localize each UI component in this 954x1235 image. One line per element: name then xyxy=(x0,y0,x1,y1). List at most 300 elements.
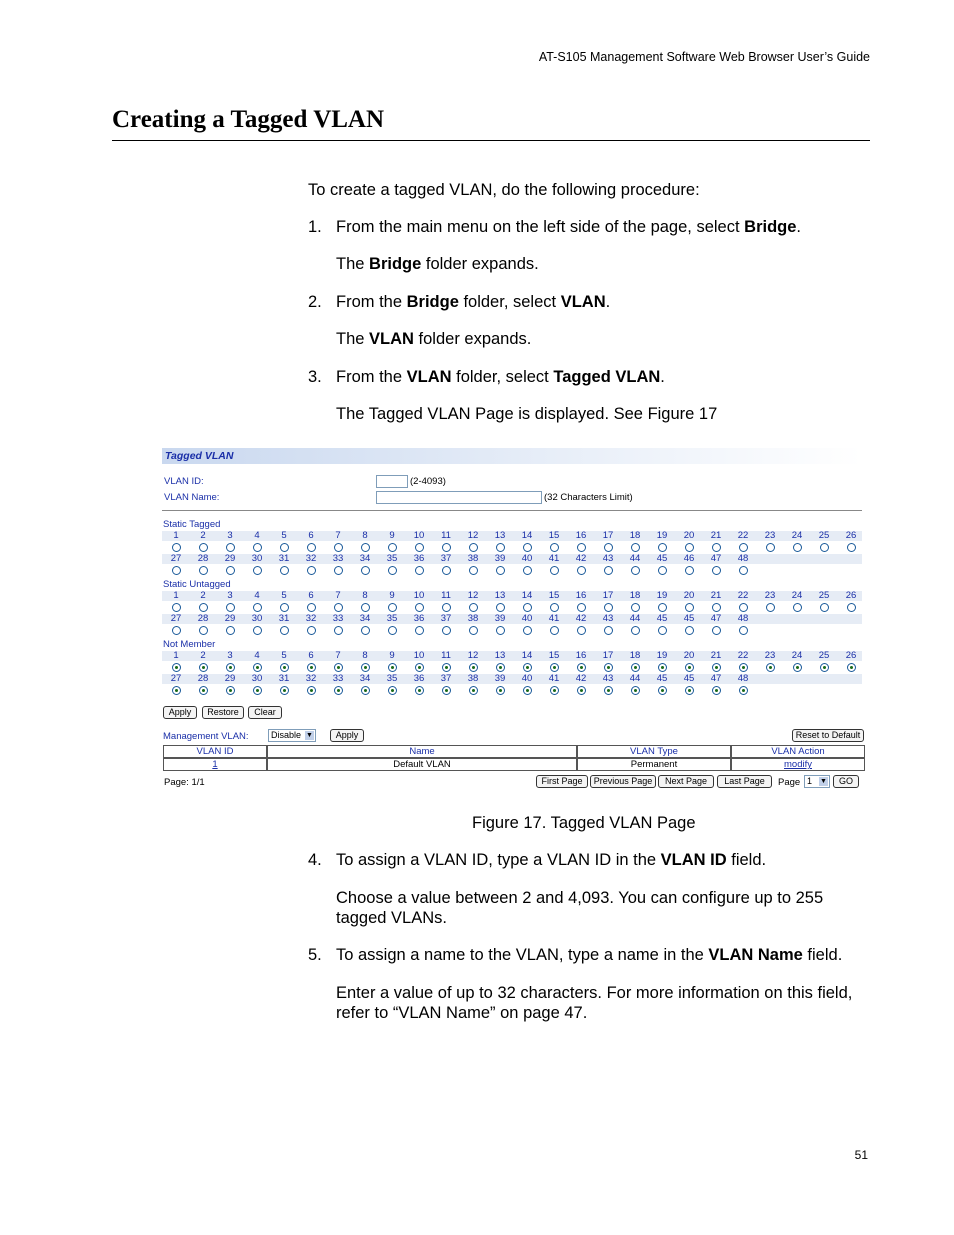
port-number: 29 xyxy=(224,673,236,684)
port-radio-button[interactable] xyxy=(604,663,613,672)
port-radio-button[interactable] xyxy=(469,663,478,672)
vlan-name-input[interactable] xyxy=(376,491,542,504)
port-radio-button[interactable] xyxy=(388,603,397,612)
port-radio-button[interactable] xyxy=(307,543,316,552)
port-radio-button[interactable] xyxy=(307,566,316,575)
port-radio-button[interactable] xyxy=(199,663,208,672)
port-radio-button[interactable] xyxy=(577,626,586,635)
port-radio-button[interactable] xyxy=(415,566,424,575)
port-number: 12 xyxy=(467,650,479,661)
port-radio-button[interactable] xyxy=(766,663,775,672)
port-radio-button[interactable] xyxy=(415,686,424,695)
port-radio-button[interactable] xyxy=(388,543,397,552)
port-radio-button[interactable] xyxy=(307,663,316,672)
port-radio-button[interactable] xyxy=(604,566,613,575)
port-number: 32 xyxy=(305,553,317,564)
port-number: 31 xyxy=(278,553,290,564)
port-number: 44 xyxy=(629,613,641,624)
reset-to-default-button[interactable]: Reset to Default xyxy=(792,729,864,742)
page-number: 51 xyxy=(854,1148,868,1162)
port-radio-button[interactable] xyxy=(469,626,478,635)
port-number: 23 xyxy=(764,530,776,541)
table-header-name: Name xyxy=(267,745,577,758)
port-number: 8 xyxy=(362,590,368,601)
port-number: 2 xyxy=(200,590,206,601)
port-number: 36 xyxy=(413,673,425,684)
port-radio-button[interactable] xyxy=(739,663,748,672)
port-radio-button[interactable] xyxy=(226,686,235,695)
restore-button[interactable]: Restore xyxy=(202,706,244,719)
port-number: 22 xyxy=(737,650,749,661)
port-radio-button[interactable] xyxy=(739,566,748,575)
port-radio-button[interactable] xyxy=(280,626,289,635)
port-number: 29 xyxy=(224,613,236,624)
port-number: 24 xyxy=(791,650,803,661)
port-radio-button[interactable] xyxy=(199,686,208,695)
port-number: 48 xyxy=(737,553,749,564)
next-page-button[interactable]: Next Page xyxy=(658,775,714,788)
table-header-vlan-action: VLAN Action xyxy=(731,745,865,758)
port-number: 19 xyxy=(656,650,668,661)
port-number: 10 xyxy=(413,530,425,541)
port-radio-button[interactable] xyxy=(280,603,289,612)
port-number: 31 xyxy=(278,673,290,684)
port-radio-button[interactable] xyxy=(361,543,370,552)
port-number: 42 xyxy=(575,553,587,564)
port-radio-button[interactable] xyxy=(523,543,532,552)
port-radio-button[interactable] xyxy=(739,626,748,635)
port-number: 38 xyxy=(467,673,479,684)
port-radio-button[interactable] xyxy=(685,626,694,635)
port-radio-button[interactable] xyxy=(766,543,775,552)
port-number: 10 xyxy=(413,650,425,661)
go-button[interactable]: GO xyxy=(833,775,859,788)
port-radio-button[interactable] xyxy=(361,626,370,635)
port-radio-button[interactable] xyxy=(739,543,748,552)
port-number: 16 xyxy=(575,590,587,601)
port-number: 39 xyxy=(494,553,506,564)
step-2-number: 2. xyxy=(308,293,322,311)
port-radio-button[interactable] xyxy=(388,663,397,672)
port-number: 42 xyxy=(575,613,587,624)
port-number: 15 xyxy=(548,650,560,661)
vlan-name-hint: (32 Characters Limit) xyxy=(544,492,633,503)
port-radio-button[interactable] xyxy=(226,543,235,552)
port-radio-button[interactable] xyxy=(253,686,262,695)
port-number: 37 xyxy=(440,613,452,624)
port-radio-button[interactable] xyxy=(712,566,721,575)
port-number: 45 xyxy=(656,673,668,684)
group-label: Static Tagged xyxy=(163,519,221,530)
port-number: 21 xyxy=(710,530,722,541)
port-radio-button[interactable] xyxy=(496,626,505,635)
port-radio-button[interactable] xyxy=(712,626,721,635)
port-radio-button[interactable] xyxy=(577,566,586,575)
port-radio-button[interactable] xyxy=(604,543,613,552)
port-number: 47 xyxy=(710,553,722,564)
port-number: 45 xyxy=(683,673,695,684)
port-number: 30 xyxy=(251,613,263,624)
port-radio-button[interactable] xyxy=(739,603,748,612)
port-radio-button[interactable] xyxy=(793,603,802,612)
port-number-band xyxy=(162,554,862,564)
port-number: 7 xyxy=(335,530,341,541)
port-radio-button[interactable] xyxy=(226,603,235,612)
port-radio-button[interactable] xyxy=(226,566,235,575)
port-number: 36 xyxy=(413,553,425,564)
port-number: 9 xyxy=(389,530,395,541)
port-number: 34 xyxy=(359,553,371,564)
port-radio-button[interactable] xyxy=(307,626,316,635)
port-radio-button[interactable] xyxy=(523,603,532,612)
port-radio-button[interactable] xyxy=(658,663,667,672)
step-1-text: From the main menu on the left side of the page, select Bridge. xyxy=(336,218,802,236)
port-radio-button[interactable] xyxy=(172,566,181,575)
step-5-number: 5. xyxy=(308,946,322,964)
port-number: 4 xyxy=(254,650,260,661)
port-radio-button[interactable] xyxy=(631,603,640,612)
port-radio-button[interactable] xyxy=(712,543,721,552)
port-radio-button[interactable] xyxy=(334,626,343,635)
port-radio-button[interactable] xyxy=(334,603,343,612)
port-radio-button[interactable] xyxy=(847,663,856,672)
page-title: Tagged VLAN xyxy=(165,450,234,462)
port-radio-button[interactable] xyxy=(253,566,262,575)
port-number: 13 xyxy=(494,590,506,601)
port-radio-button[interactable] xyxy=(604,603,613,612)
port-number: 42 xyxy=(575,673,587,684)
port-radio-button[interactable] xyxy=(199,566,208,575)
port-radio-button[interactable] xyxy=(820,603,829,612)
port-radio-button[interactable] xyxy=(253,603,262,612)
port-number: 14 xyxy=(521,650,533,661)
port-number: 27 xyxy=(170,673,182,684)
port-radio-button[interactable] xyxy=(415,663,424,672)
port-number: 11 xyxy=(441,530,451,541)
port-number: 11 xyxy=(441,590,451,601)
port-number: 33 xyxy=(332,613,344,624)
port-radio-button[interactable] xyxy=(658,543,667,552)
chevron-down-icon: ▼ xyxy=(820,778,827,785)
port-radio-button[interactable] xyxy=(442,543,451,552)
port-number: 6 xyxy=(308,530,314,541)
page-select-label: Page xyxy=(778,777,801,788)
port-number: 48 xyxy=(737,673,749,684)
port-number: 15 xyxy=(548,590,560,601)
port-radio-button[interactable] xyxy=(388,626,397,635)
port-radio-button[interactable] xyxy=(253,543,262,552)
port-number: 14 xyxy=(521,590,533,601)
port-radio-button[interactable] xyxy=(685,603,694,612)
port-radio-button[interactable] xyxy=(469,603,478,612)
port-number: 27 xyxy=(170,613,182,624)
port-radio-button[interactable] xyxy=(793,543,802,552)
step-4-text: To assign a VLAN ID, type a VLAN ID in the VLAN ID field. xyxy=(336,851,767,869)
port-number: 19 xyxy=(656,530,668,541)
port-number-band xyxy=(162,591,862,601)
port-radio-button[interactable] xyxy=(469,543,478,552)
first-page-button[interactable]: First Page xyxy=(536,775,588,788)
port-number: 28 xyxy=(197,553,209,564)
clear-button[interactable]: Clear xyxy=(248,706,282,719)
port-radio-button[interactable] xyxy=(631,543,640,552)
port-number: 15 xyxy=(548,530,560,541)
port-radio-button[interactable] xyxy=(496,543,505,552)
port-number: 14 xyxy=(521,530,533,541)
step-3-number: 3. xyxy=(308,368,322,386)
port-radio-button[interactable] xyxy=(523,663,532,672)
port-number: 34 xyxy=(359,613,371,624)
port-number: 35 xyxy=(386,553,398,564)
port-radio-button[interactable] xyxy=(172,686,181,695)
port-number: 8 xyxy=(362,650,368,661)
port-radio-button[interactable] xyxy=(847,543,856,552)
port-radio-button[interactable] xyxy=(685,686,694,695)
port-radio-button[interactable] xyxy=(712,603,721,612)
management-apply-button[interactable]: Apply xyxy=(330,729,364,742)
port-number: 1 xyxy=(173,530,179,541)
port-number: 3 xyxy=(227,650,233,661)
port-number: 26 xyxy=(845,650,857,661)
port-number: 11 xyxy=(441,650,451,661)
port-number: 38 xyxy=(467,613,479,624)
port-radio-button[interactable] xyxy=(496,686,505,695)
port-radio-button[interactable] xyxy=(658,566,667,575)
port-number: 41 xyxy=(548,553,560,564)
port-radio-button[interactable] xyxy=(604,626,613,635)
apply-button[interactable]: Apply xyxy=(163,706,197,719)
port-number: 39 xyxy=(494,613,506,624)
port-radio-button[interactable] xyxy=(307,686,316,695)
port-radio-button[interactable] xyxy=(658,686,667,695)
table-header-vlan-id: VLAN ID xyxy=(163,745,267,758)
port-number: 40 xyxy=(521,613,533,624)
port-number: 9 xyxy=(389,650,395,661)
port-radio-button[interactable] xyxy=(172,663,181,672)
port-radio-button[interactable] xyxy=(577,663,586,672)
port-radio-button[interactable] xyxy=(631,686,640,695)
step-4-detail-line-2: tagged VLANs. xyxy=(336,909,447,927)
chevron-down-icon: ▼ xyxy=(306,732,313,739)
port-radio-button[interactable] xyxy=(631,663,640,672)
port-radio-button[interactable] xyxy=(685,566,694,575)
port-radio-button[interactable] xyxy=(280,543,289,552)
port-number: 5 xyxy=(281,650,287,661)
port-radio-button[interactable] xyxy=(550,663,559,672)
step-1-result: The Bridge folder expands. xyxy=(336,255,539,273)
port-radio-button[interactable] xyxy=(442,686,451,695)
table-cell-vlan-type: Permanent xyxy=(577,758,731,771)
port-radio-button[interactable] xyxy=(442,663,451,672)
step-5-text: To assign a name to the VLAN, type a name in the VLAN Name field. xyxy=(336,946,843,964)
port-radio-button[interactable] xyxy=(577,686,586,695)
port-radio-button[interactable] xyxy=(577,543,586,552)
port-number: 5 xyxy=(281,530,287,541)
port-number: 45 xyxy=(656,613,668,624)
port-radio-button[interactable] xyxy=(766,603,775,612)
port-number: 26 xyxy=(845,590,857,601)
last-page-button[interactable]: Last Page xyxy=(717,775,772,788)
port-number: 1 xyxy=(173,590,179,601)
port-radio-button[interactable] xyxy=(685,543,694,552)
port-radio-button[interactable] xyxy=(226,663,235,672)
port-number: 1 xyxy=(173,650,179,661)
port-number: 6 xyxy=(308,590,314,601)
port-radio-button[interactable] xyxy=(550,626,559,635)
port-radio-button[interactable] xyxy=(469,566,478,575)
port-radio-button[interactable] xyxy=(658,626,667,635)
port-radio-button[interactable] xyxy=(739,686,748,695)
port-radio-button[interactable] xyxy=(307,603,316,612)
port-radio-button[interactable] xyxy=(820,663,829,672)
port-radio-button[interactable] xyxy=(550,543,559,552)
vlan-name-label: VLAN Name: xyxy=(164,492,220,503)
port-number: 41 xyxy=(548,673,560,684)
port-number: 28 xyxy=(197,613,209,624)
port-number: 17 xyxy=(602,650,614,661)
table-cell-vlan-id-link[interactable]: 1 xyxy=(163,758,267,771)
port-number: 8 xyxy=(362,530,368,541)
port-number: 22 xyxy=(737,590,749,601)
port-radio-button[interactable] xyxy=(550,566,559,575)
port-number-band xyxy=(162,614,862,624)
port-number: 44 xyxy=(629,673,641,684)
port-number: 4 xyxy=(254,590,260,601)
tagged-vlan-screenshot xyxy=(160,447,866,792)
port-number: 5 xyxy=(281,590,287,601)
port-radio-button[interactable] xyxy=(253,626,262,635)
port-radio-button[interactable] xyxy=(172,603,181,612)
port-number-band xyxy=(162,651,862,661)
port-radio-button[interactable] xyxy=(361,663,370,672)
port-number: 44 xyxy=(629,553,641,564)
intro-text: To create a tagged VLAN, do the following procedure: xyxy=(308,181,700,199)
port-radio-button[interactable] xyxy=(685,663,694,672)
step-1-number: 1. xyxy=(308,218,322,236)
port-radio-button[interactable] xyxy=(334,543,343,552)
previous-page-button[interactable]: Previous Page xyxy=(590,775,656,788)
port-radio-button[interactable] xyxy=(280,686,289,695)
port-radio-button[interactable] xyxy=(199,543,208,552)
port-radio-button[interactable] xyxy=(415,543,424,552)
port-number: 38 xyxy=(467,553,479,564)
port-radio-button[interactable] xyxy=(280,663,289,672)
port-radio-button[interactable] xyxy=(361,686,370,695)
port-radio-button[interactable] xyxy=(226,626,235,635)
port-number: 20 xyxy=(683,590,695,601)
port-number: 12 xyxy=(467,530,479,541)
port-radio-button[interactable] xyxy=(793,663,802,672)
port-number: 2 xyxy=(200,650,206,661)
port-radio-button[interactable] xyxy=(442,566,451,575)
port-radio-button[interactable] xyxy=(388,686,397,695)
port-radio-button[interactable] xyxy=(523,566,532,575)
page-select[interactable]: 1 ▼ xyxy=(804,775,830,788)
vlan-id-hint: (2-4093) xyxy=(410,476,446,487)
port-radio-button[interactable] xyxy=(334,663,343,672)
port-number: 23 xyxy=(764,590,776,601)
port-number: 31 xyxy=(278,613,290,624)
port-radio-button[interactable] xyxy=(820,543,829,552)
port-radio-button[interactable] xyxy=(253,663,262,672)
port-radio-button[interactable] xyxy=(442,626,451,635)
port-number: 16 xyxy=(575,530,587,541)
port-radio-button[interactable] xyxy=(550,686,559,695)
section-title: Creating a Tagged VLAN xyxy=(112,106,385,133)
port-number: 3 xyxy=(227,590,233,601)
form-divider xyxy=(162,510,862,511)
port-radio-button[interactable] xyxy=(172,626,181,635)
port-number: 7 xyxy=(335,650,341,661)
port-number: 39 xyxy=(494,673,506,684)
port-number: 26 xyxy=(845,530,857,541)
port-radio-button[interactable] xyxy=(280,566,289,575)
port-number: 37 xyxy=(440,553,452,564)
port-radio-button[interactable] xyxy=(847,603,856,612)
port-radio-button[interactable] xyxy=(361,603,370,612)
port-number: 25 xyxy=(818,650,830,661)
management-vlan-select[interactable]: Disable ▼ xyxy=(268,729,316,742)
step-3-result: The Tagged VLAN Page is displayed. See Figure 17 xyxy=(336,405,718,423)
port-number: 21 xyxy=(710,650,722,661)
port-radio-button[interactable] xyxy=(631,626,640,635)
port-number: 17 xyxy=(602,530,614,541)
step-2-text: From the Bridge folder, select VLAN. xyxy=(336,293,611,311)
port-number: 6 xyxy=(308,650,314,661)
port-number: 48 xyxy=(737,613,749,624)
port-radio-button[interactable] xyxy=(442,603,451,612)
port-number: 32 xyxy=(305,613,317,624)
port-radio-button[interactable] xyxy=(604,686,613,695)
port-number-band xyxy=(162,531,862,541)
port-radio-button[interactable] xyxy=(496,663,505,672)
port-number: 18 xyxy=(629,650,641,661)
port-number: 33 xyxy=(332,673,344,684)
port-radio-button[interactable] xyxy=(172,543,181,552)
port-number: 24 xyxy=(791,590,803,601)
vlan-id-input[interactable] xyxy=(376,475,408,488)
port-radio-button[interactable] xyxy=(496,566,505,575)
port-radio-button[interactable] xyxy=(523,626,532,635)
port-number: 46 xyxy=(683,553,695,564)
port-number: 24 xyxy=(791,530,803,541)
port-radio-button[interactable] xyxy=(496,603,505,612)
port-number: 25 xyxy=(818,590,830,601)
port-radio-button[interactable] xyxy=(199,603,208,612)
port-radio-button[interactable] xyxy=(712,686,721,695)
port-radio-button[interactable] xyxy=(631,566,640,575)
port-radio-button[interactable] xyxy=(334,566,343,575)
port-radio-button[interactable] xyxy=(388,566,397,575)
port-radio-button[interactable] xyxy=(334,686,343,695)
port-number: 43 xyxy=(602,673,614,684)
modify-link[interactable]: modify xyxy=(731,758,865,771)
port-radio-button[interactable] xyxy=(577,603,586,612)
port-radio-button[interactable] xyxy=(523,686,532,695)
running-head: AT-S105 Management Software Web Browser User’s Guide xyxy=(538,50,870,64)
port-radio-button[interactable] xyxy=(415,603,424,612)
vlan-id-label: VLAN ID: xyxy=(164,476,204,487)
table-header-vlan-type: VLAN Type xyxy=(577,745,731,758)
port-radio-button[interactable] xyxy=(415,626,424,635)
port-radio-button[interactable] xyxy=(199,626,208,635)
port-radio-button[interactable] xyxy=(550,603,559,612)
port-radio-button[interactable] xyxy=(658,603,667,612)
port-number: 13 xyxy=(494,650,506,661)
port-radio-button[interactable] xyxy=(469,686,478,695)
port-radio-button[interactable] xyxy=(361,566,370,575)
port-radio-button[interactable] xyxy=(712,663,721,672)
